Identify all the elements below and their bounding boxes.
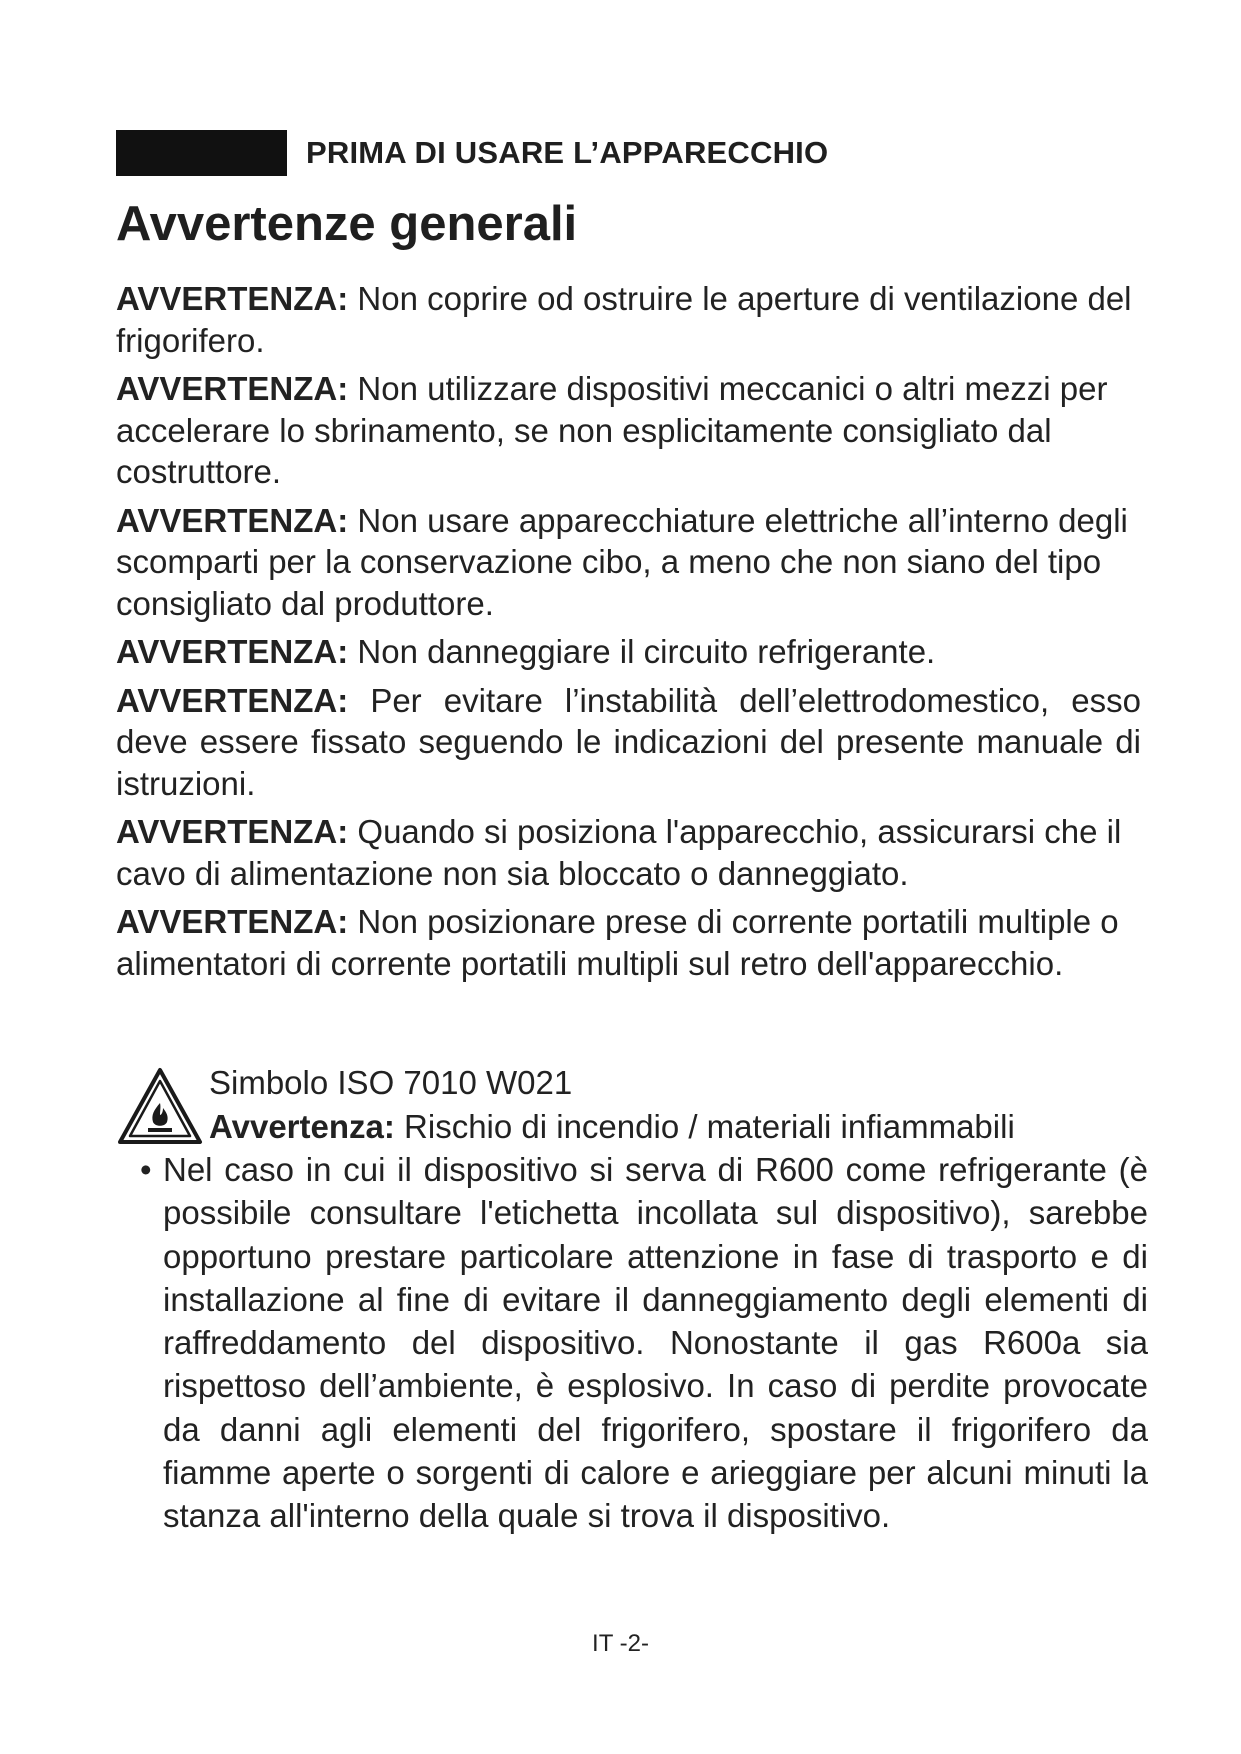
warning-tag: AVVERTENZA: (116, 903, 349, 940)
bullet-text: Nel caso in cui il dispositivo si serva di R600 come refrigerante (è possibile consultare l'etichetta incollata sul dispositivo), sarebbe opportuno prestare particolare attenzione in fase di trasporto e di installazione al fine di evitare il danneggiamento degli elementi di raffreddamento del dispositivo. Nonostante il gas R600a sia rispettoso dell’ambiente, è esplosivo. In caso di perdite provocate da danni agli elementi del frigorifero, spostare il frigorifero da fiamme aperte o sorgenti di calore e arieggiare per alcuni minuti la stanza all'interno della quale si trova il dispositivo. (163, 1151, 1148, 1535)
warning-text: Non coprire od ostruire le aperture di ventilazione del frigorifero. (116, 280, 1132, 359)
iso-warning-text: Rischio di incendio / materiali infiammabili (394, 1108, 1015, 1145)
section-marker-bar (116, 130, 287, 176)
warning-tag: AVVERTENZA: (116, 633, 349, 670)
warning-text: Non utilizzare dispositivi meccanici o altri mezzi per accelerare lo sbrinamento, se non esplicitamente consigliato dal costruttore. (116, 370, 1108, 490)
iso-symbol-code: Simbolo ISO 7010 W021 (209, 1064, 573, 1101)
warning-text: Non usare apparecchiature elettriche all’interno degli scomparti per la conservazione cibo, a meno che non siano del tipo consigliato dal produttore. (116, 501, 1128, 622)
section-header (116, 130, 828, 176)
refrigerant-bullet (140, 1148, 1148, 1538)
warning-tag: AVVERTENZA: (116, 370, 349, 407)
flammable-warning-triangle-icon (116, 1066, 204, 1146)
warning-ventilation (116, 278, 1141, 361)
warning-tag: AVVERTENZA: (116, 501, 349, 539)
warning-tag: AVVERTENZA: (116, 681, 349, 719)
warning-tag: AVVERTENZA: (116, 280, 349, 317)
warning-text: Per evitare l’instabilità dell’elettrodomestico, esso deve essere fissato seguendo le indicazioni del presente manuale di istruzioni. (116, 681, 1141, 802)
warning-text: Quando si posiziona l'apparecchio, assicurarsi che il cavo di alimentazione non sia bloccato o danneggiato. (116, 813, 1122, 892)
iso-warning-tag: Avvertenza: (209, 1108, 395, 1145)
warnings-list (116, 278, 1141, 991)
bullet-marker: • (140, 1151, 152, 1188)
page-title: Avvertenze generali (116, 197, 578, 251)
section-label: PRIMA DI USARE L’APPARECCHIO (306, 135, 829, 170)
warning-stability (116, 680, 1141, 805)
warning-defrosting (116, 368, 1141, 493)
page-number: IT -2- (592, 1630, 649, 1657)
warning-text: Non posizionare prese di corrente portatili multiple o alimentatori di corrente portatili multipli sul retro dell'apparecchio. (116, 903, 1119, 982)
warning-power-cable (116, 811, 1141, 894)
warning-refrigerant-circuit (116, 631, 1141, 673)
warning-electrical-appliances (116, 500, 1141, 625)
iso-symbol-description (209, 1108, 1015, 1146)
warning-tag: AVVERTENZA: (116, 813, 349, 850)
warning-text: Non danneggiare il circuito refrigerante. (348, 633, 936, 670)
warning-multiple-sockets (116, 901, 1141, 984)
